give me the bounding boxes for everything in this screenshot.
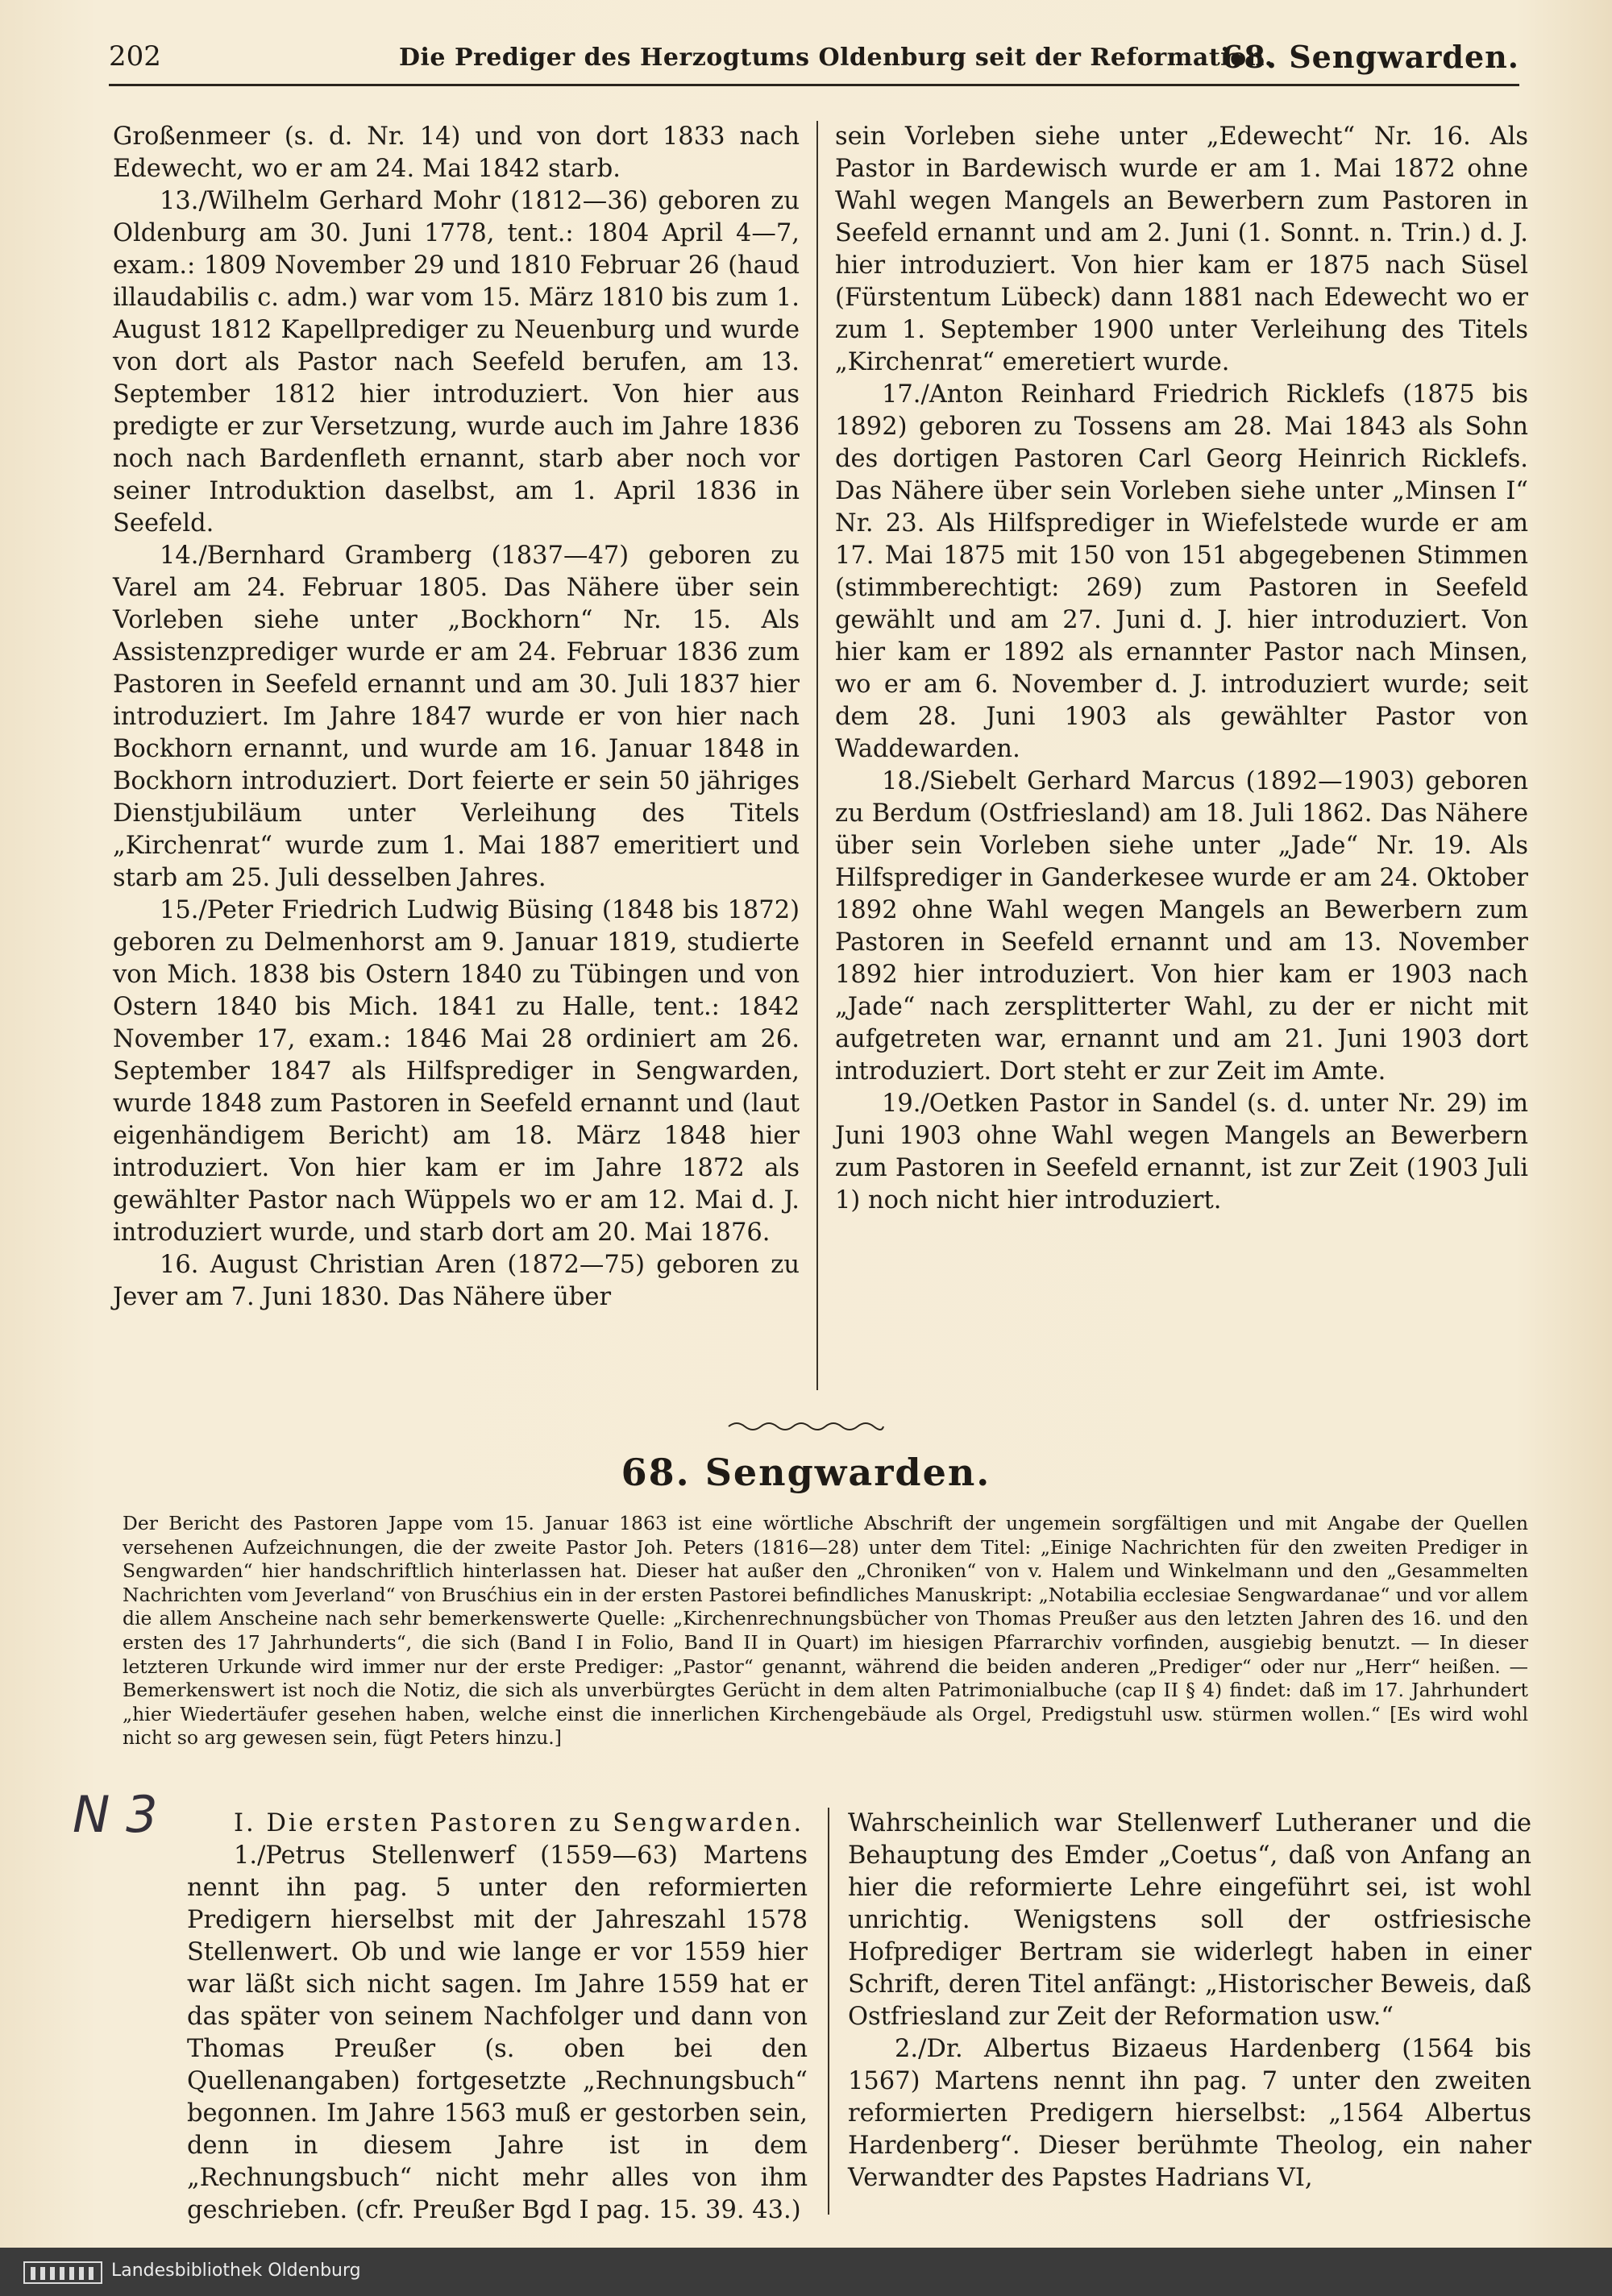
paragraph-entry-15: 15./Peter Friedrich Ludwig Büsing (1848 bis 1872) geboren zu Delmenhorst am 9. Januar 1819, studierte von Mich. 1838 bis Ostern 1840 zu Tübingen und von Ostern 1840 bis Mich. 1841 zu Halle, tent.: 1842 November 17, exam.: 1846 Mai 28 ordiniert am 26. September 1847 als Hilfsprediger in Sengwarden, wurde 1848 zum Pastoren in Seefeld ernannt und (laut eigenhändigem Bericht) am 18. März 1848 hier introduziert. Von hier kam er im Jahre 1872 als gewählter Pastor nach Wüppels wo er am 12. Mai d. J. introduziert wurde, und starb dort am 20. Mai 1876. xyxy=(113,896,800,1247)
paragraph-entry-17: 17./Anton Reinhard Friedrich Ricklefs (1875 bis 1892) geboren zu Tossens am 28. Mai 1843 als Sohn des dortigen Pastoren Carl Georg Heinrich Ricklefs. Das Nähere über sein Vorleben siehe unter „Minsen I“ Nr. 23. Als Hilfsprediger in Wiefelstede wurde er am 17. Mai 1875 mit 150 von 151 abgegebenen Stimmen (stimmberechtigt: 269) zum Pastoren in Seefeld gewählt und am 27. Juni d. J. hier introduziert. Von hier kam er 1892 als ernannter Pastor nach Minsen, wo er am 6. November d. J. introduziert wurde; seit dem 28. Juni 1903 als gewählter Pastor von Waddewarden. xyxy=(835,380,1528,763)
page-number: 202 xyxy=(109,40,161,73)
paragraph: sein Vorleben siehe unter „Edewecht“ Nr. 16. Als Pastor in Bardewisch wurde er am 1. Mai 1872 ohne Wahl wegen Mangels an Bewerbern zum Pastoren in Seefeld ernannt und am 2. Juni (1. Sonnt. n. Trin.) d. J. hier introduziert. Von hier kam er 1875 nach Süsel (Fürstentum Lübeck) dann 1881 nach Edewecht wo er zum 1. September 1900 unter Verleihung des Titels „Kirchenrat“ emeretiert wurde. xyxy=(835,122,1528,376)
paragraph-entry-16: 16. August Christian Aren (1872—75) geboren zu Jever am 7. Juni 1830. Das Nähere über xyxy=(113,1251,800,1311)
running-section: 68. Sengwarden. xyxy=(1221,39,1519,75)
report-paragraph xyxy=(123,1512,1528,1750)
section-title: 68. Sengwarden. xyxy=(621,1451,991,1494)
paragraph-entry-19: 19./Oetken Pastor in Sandel (s. d. unter Nr. 29) im Juni 1903 ohne Wahl wegen Mangels an Bewerbern zum Pastoren in Seefeld ernannt, ist zur Zeit (1903 Juli 1) noch nicht hier introduziert. xyxy=(835,1090,1528,1214)
paragraph-entry-2: 2./Dr. Albertus Bizaeus Hardenberg (1564 bis 1567) Martens nennt ihn pag. 7 unter den zweiten reformierten Predigern hierselbst: „1564 Albertus Hardenberg“. Dieser berühmte Theolog, ein naher Verwandter des Papstes Hadrians VI, xyxy=(848,2035,1531,2192)
paragraph-entry-14: 14./Bernhard Gramberg (1837—47) geboren zu Varel am 24. Februar 1805. Das Nähere über sein Vorleben siehe unter „Bockhorn“ Nr. 15. Als Assistenzprediger wurde er am 24. Februar 1836 zum Pastoren in Seefeld ernannt und am 30. Juli 1837 hier introduziert. Im Jahre 1847 wurde er von hier nach Bockhorn ernannt, und wurde am 16. Januar 1848 in Bockhorn introduziert. Dort feierte er sein 50 jähriges Dienstjubiläum unter Verleihung des Titels „Kirchenrat“ wurde zum 1. Mai 1887 emeritiert und starb am 25. Juli desselben Jahres. xyxy=(113,542,800,892)
top-left-column xyxy=(113,121,800,1314)
column-divider xyxy=(816,121,818,1390)
bottom-left-column xyxy=(187,1808,808,2227)
library-name: Landesbibliothek Oldenburg xyxy=(111,2261,361,2281)
running-header xyxy=(109,35,1519,86)
library-building-icon xyxy=(23,2259,103,2285)
paragraph: Wahrscheinlich war Stellenwerf Lutheraner und die Behauptung des Emder „Coetus“, daß von Anfang an hier die reformierte Lehre eingeführt sei, ist wohl unrichtig. Wenigstens soll der ostfriesische Hofprediger Bertram sie widerlegt haben in einer Schrift, deren Titel anfängt: „Historischer Beweis, daß Ostfriesland zur Zeit der Reformation usw.“ xyxy=(848,1809,1531,2031)
paragraph-entry-18: 18./Siebelt Gerhard Marcus (1892—1903) geboren zu Berdum (Ostfriesland) am 18. Juli 1862. Das Nähere über sein Vorleben siehe unter „Jade“ Nr. 19. Als Hilfsprediger in Ganderkesee wurde er am 24. Oktober 1892 ohne Wahl wegen Mangels an Bewerbern zum Pastoren in Seefeld ernannt und am 13. November 1892 hier introduziert. Von hier kam er 1903 nach „Jade“ nach zersplitterter Wahl, zu der er nicht mit aufgetreten war, ernannt und am 21. Juni 1903 dort introduziert. Dort steht er zur Zeit im Amte. xyxy=(835,767,1528,1086)
top-right-column xyxy=(835,121,1528,1217)
library-footer-bar xyxy=(0,2248,1612,2296)
bottom-right-column xyxy=(848,1808,1531,2194)
column-divider xyxy=(828,1808,829,2215)
paragraph: Großenmeer (s. d. Nr. 14) und von dort 1833 nach Edewecht, wo er am 24. Mai 1842 starb. xyxy=(113,122,800,183)
handwritten-margin-note: N 3 xyxy=(73,1785,158,1844)
running-title: Die Prediger des Herzogtums Oldenburg seit der Reformation. xyxy=(399,44,1273,72)
ornament-divider xyxy=(725,1420,887,1433)
paragraph-entry-1: 1./Petrus Stellenwerf (1559—63) Martens nennt ihn pag. 5 unter den reformierten Predigern hierselbst mit der Jahreszahl 1578 Stellenwert. Ob und wie lange er vor 1559 hier war läßt sich nicht sagen. Im Jahre 1559 hat er das später von seinem Nachfolger und dann von Thomas Preußer (s. oben bei den Quellenangaben) fortgesetzte „Rechnungsbuch“ begonnen. Im Jahre 1563 muß er gestorben sein, denn in diesem Jahre ist in dem „Rechnungsbuch“ nicht mehr alles von ihm geschrieben. (cfr. Preußer Bgd I pag. 15. 39. 43.) xyxy=(187,1841,808,2224)
subsection-heading: I. Die ersten Pastoren zu Sengwarden. xyxy=(234,1809,804,1837)
paragraph-entry-13: 13./Wilhelm Gerhard Mohr (1812—36) geboren zu Oldenburg am 30. Juni 1778, tent.: 1804 April 4—7, exam.: 1809 November 29 und 1810 Februar 26 (haud illaudabilis c. adm.) war vom 15. März 1810 bis zum 1. August 1812 Kapellprediger zu Neuenburg und wurde von dort als Pastor nach Seefeld berufen, am 13. September 1812 hier introduziert. Von hier aus predigte er zur Versetzung, wurde auch im Jahre 1836 noch nach Bardenfleth ernannt, starb aber noch vor seiner Introduktion daselbst, am 1. April 1836 in Seefeld. xyxy=(113,187,800,538)
report-text: Der Bericht des Pastoren Jappe vom 15. Januar 1863 ist eine wörtliche Abschrift der ungemein sorgfältigen und mit Angabe der Quellen versehenen Aufzeichnungen, die der zweite Pastor Joh. Peters (1816—28) unter dem Titel: „Einige Nachrichten für den zweiten Prediger in Sengwarden“ hier handschriftlich hinterlassen hat. Dieser hat außer den „Chroniken“ von v. Halem und Winkelmann und den „Gesammelten Nachrichten vom Jeverland“ von Brusćhius ein in der ersten Pastorei befindliches Manuskript: „Notabilia ecclesiae Sengwardanae“ und vor allem die allem Anscheine nach sehr bemerkenswerte Quelle: „Kirchenrechnungsbücher von Thomas Preußer aus den letzten Jahren des 16. und den ersten des 17 Jahrhunderts“, die sich (Band I in Folio, Band II in Quart) im hiesigen Pfarrarchiv vorfinden, ausgiebig benutzt. — In dieser letzteren Urkunde wird immer nur der erste Prediger: „Pastor“ genannt, während die beiden anderen „Prediger“ oder nur „Herr“ heißen. — Bemerkenswert ist noch die Notiz, die sich als unverbürgtes Gerücht in dem alten Patrimonialbuche (cap II § 4) findet: daß im 17. Jahrhundert „hier Wiedertäufer gesehen haben, welche einst die innerlichen Kirchengebäude als Orgel, Predigstuhl usw. stürmen wollen.“ [Es wird wohl nicht so arg gewesen sein, fügt Peters hinzu.] xyxy=(123,1512,1528,1750)
